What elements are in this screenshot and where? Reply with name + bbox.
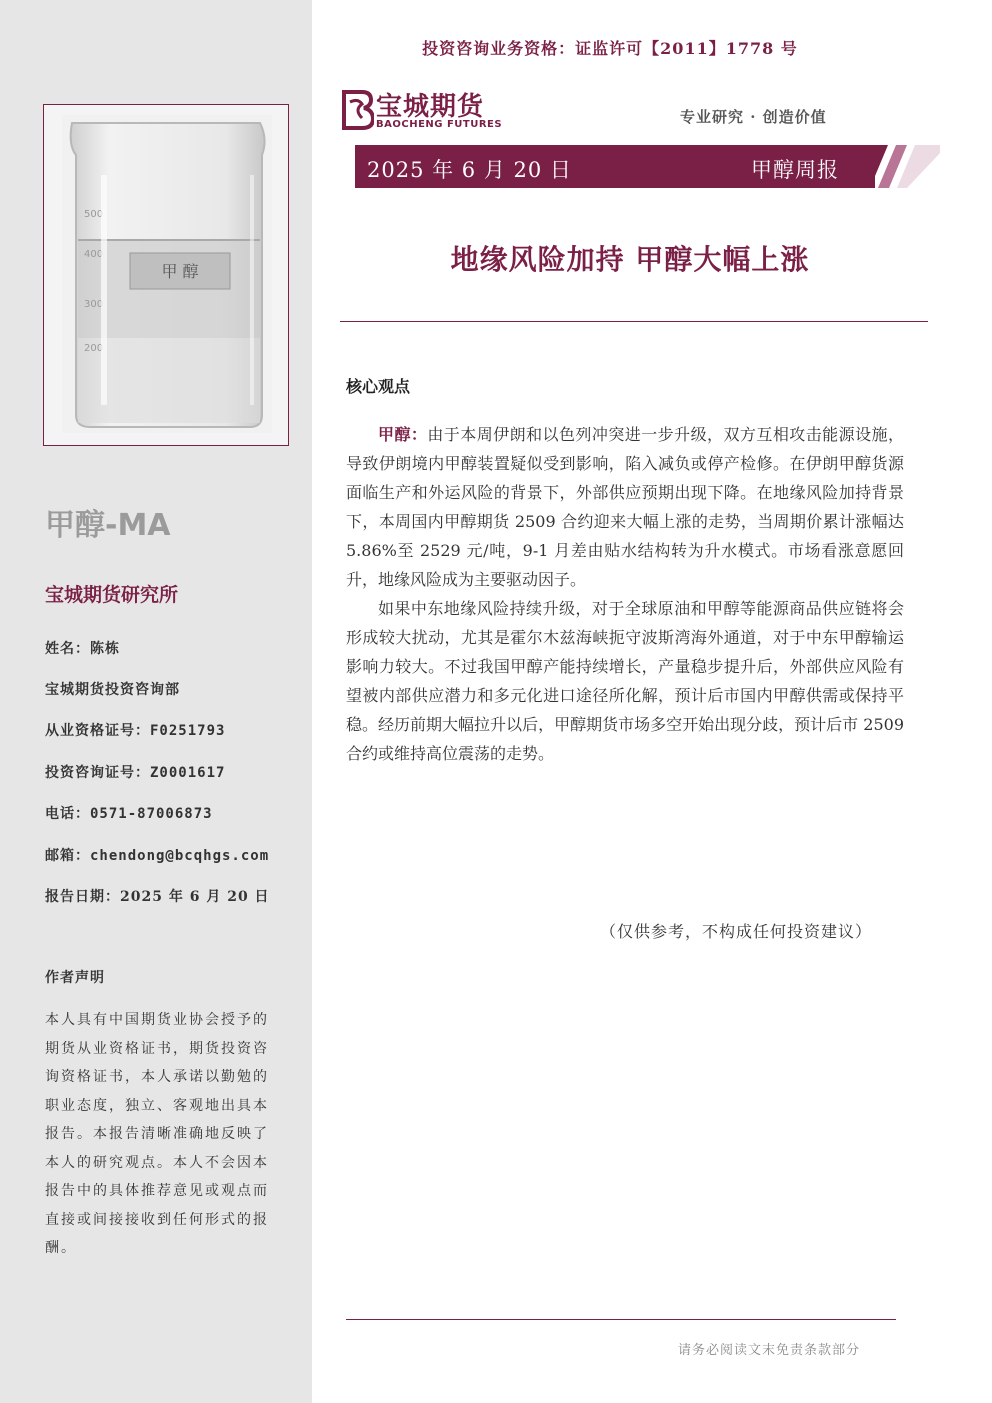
paragraph-1-text: 由于本周伊朗和以色列冲突进一步升级，双方互相攻击能源设施，导致伊朗境内甲醇装置疑似受到影响，陷入减负或停产检修。在伊朗甲醇货源面临生产和外运风险的背景下，外部供应预期出现下降。在地缘风险加持背景下，本周国内甲醇期货 2509 合约迎来大幅上涨的走势，当周期价累计涨幅达 5.86%至 2529 元/吨，9-1 月差由贴水结构转为升水模式。市场看涨意愿回升，地缘风险成为主要驱动因子。 [346,425,904,589]
phone: 电话：0571-87006873 [45,806,213,822]
logo-english: BAOCHENG FUTURES [376,119,503,130]
license-statement: 投资咨询业务资格：证监许可【2011】1778 号 [422,39,798,58]
footer-divider [346,1319,896,1320]
analyst-name: 姓名：陈栋 [45,641,120,657]
paragraph-1 [346,420,904,594]
beaker-image [62,115,272,433]
email: 邮箱：chendong@bcqhgs.com [45,848,270,864]
report-date-sidebar: 报告日期：2025 年 6 月 20 日 [45,889,270,905]
department: 宝城期货投资咨询部 [45,682,180,698]
svg-text:300: 300 [84,299,104,310]
svg-text:200: 200 [84,343,104,354]
author-declaration-heading: 作者声明 [45,970,105,986]
logo-chinese: 宝城期货 [376,92,485,122]
title-divider [340,321,928,322]
report-date: 2025 年 6 月 20 日 [367,158,572,182]
report-type: 甲醇周报 [751,158,839,182]
core-view-body [346,420,904,768]
product-name: 甲醇-MA [45,508,171,543]
company-logo [340,86,520,136]
methanol-beaker-photo [43,104,289,446]
consulting-number: 投资咨询证号：Z0001617 [45,765,226,781]
svg-text:500: 500 [84,209,104,220]
footer-note: 请务必阅读文末免责条款部分 [678,1343,861,1358]
investment-disclaimer: （仅供参考，不构成任何投资建议） [600,922,873,941]
beaker-label: 甲 醇 [161,262,199,281]
paragraph-2: 如果中东地缘风险持续升级，对于全球原油和甲醇等能源商品供应链将会形成较大扰动，尤其是霍尔木兹海峡扼守波斯湾海外通道，对于中东甲醇输运影响力较大。不过我国甲醇产能持续增长，产量稳步提升后，外部供应风险有望被内部供应潜力和多元化进口途径所化解，预计后市国内甲醇供需或保持平稳。经历前期大幅拉升以后，甲醇期货市场多空开始出现分歧，预计后市 2509 合约或维持高位震荡的走势。 [346,599,904,763]
logo-mark-icon [340,88,374,132]
banner-stripes-decoration [860,145,940,188]
core-view-heading: 核心观点 [346,377,411,396]
slogan: 专业研究 · 创造价值 [680,108,827,126]
date-banner [355,145,875,188]
qualification-number: 从业资格证号：F0251793 [45,723,226,739]
lead-label: 甲醇： [378,425,428,444]
svg-text:400: 400 [84,249,104,260]
institute-name: 宝城期货研究所 [45,584,179,606]
report-title: 地缘风险加持 甲醇大幅上涨 [450,243,810,276]
author-declaration-text: 本人具有中国期货业协会授予的期货从业资格证书，期货投资咨询资格证书，本人承诺以勤勉的职业态度，独立、客观地出具本报告。本报告清晰准确地反映了本人的研究观点。本人不会因本报告中的具体推荐意见或观点而直接或间接接收到任何形式的报酬。 [45,1012,269,1256]
